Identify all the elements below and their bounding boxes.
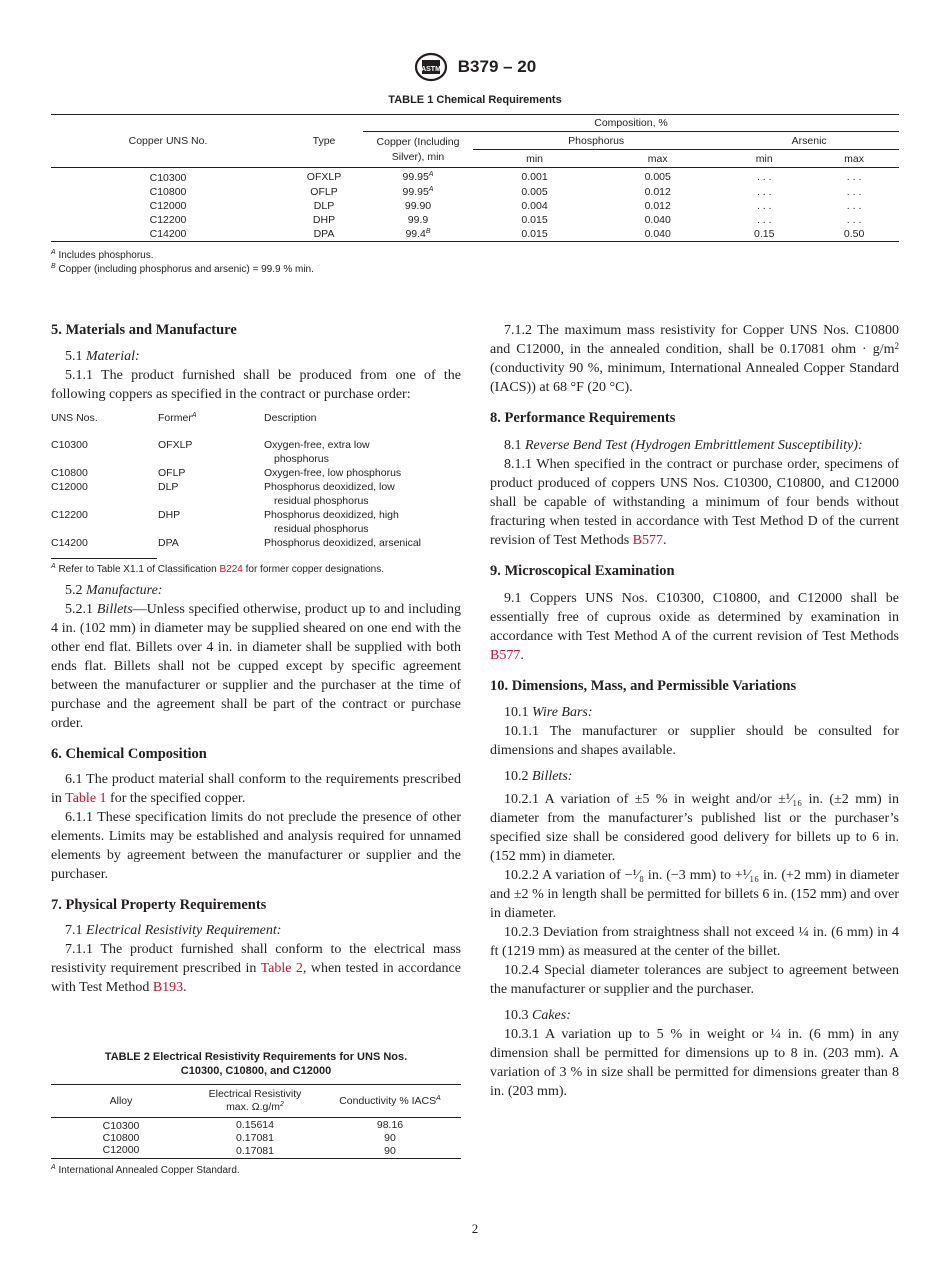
material-table: UNS Nos. Former$^A$ Description C10300 OFXLP Oxygen-free, extra low phosphorus C10800 OFLP Oxygen-free, low phosphorus C12000 DLP Phosphorus deoxidized, low residual phosphorus C12200 DHP Phosphorus deoxidized, high residual phosphorus C14200 DPA Phosphorus deoxidized, arsenical (51, 411, 451, 550)
table2-footnote: $^A$ International Annealed Copper Standard. (51, 1164, 240, 1176)
right-column: 7.1.2 The maximum mass resistivity for Copper UNS Nos. C10800 and C12000, in the annealed condition, shall be 0.17081 ohm · $g/m^2$ (conductivity 90 %, minimum, International Annealed Copper Standard (IACS)) at 68 °F (20 °C). 8. Performance Requirements 8.1 Reverse Bend Test (Hydrogen Embrittlement Susceptibility): 8.1.1 When specified in the contract or purchase order, specimens of product produced of coppers UNS Nos. C10300, C10800, and C12000 shall be capable of withstanding a minimum of four bends without fracturing when tested in accordance with Test Method D of the current revision of Test Methods B577. 9. Microscopical Examination 9.1 Coppers UNS Nos. C10300, C10800, and C12000 shall be essentially free of cuprous oxide as determined by examination in accordance with Test Method A of the current revision of Test Methods B577. 10. Dimensions, Mass, and Permissible Variations 10.1 Wire Bars: 10.1.1 The manufacturer or supplier should be consulted for dimensions and shapes available. 10.2 Billets: 10.2.1 A variation of ±5 % in weight and/or ±¹⁄₁₆ in. (±2 mm) in diameter from the manufacturer’s published list or the purchaser’s specified size shall be considered good delivery for billets up to 6 in. (152 mm) in diameter. 10.2.2 A variation of −¹⁄₈ in. (−3 mm) to +¹⁄₁₆ in. (+2 mm) in diameter and ±2 % in length shall be permitted for billets 6 in. (152 mm) and over in diameter. 10.2.3 Deviation from straightness shall not exceed ¼ in. (6 mm) in 4 ft (1219 mm) as measured at the center of the billet. 10.2.4 Special diameter tolerances are subject to agreement between the manufacturer or supplier and the purchaser. 10.3 Cakes: 10.3.1 A variation up to 5 % in weight or ¼ in. (6 mm) in any dimension shall be permitted for dimensions up to 8 in. (203 mm). A variation of 3 % in size shall be permitted for dimensions greater than 8 in. (203 mm). (490, 323, 899, 1099)
table1-footnotes: $^A$ Includes phosphorus. $^B$ Copper (including phosphorus and arsenic) = 99.9 % min. (51, 249, 314, 275)
page-header (0, 52, 950, 82)
material-footnote: $^A$ Refer to Table X1.1 of Classification B224 for former copper designations. (51, 563, 385, 575)
table-row: C14200 DPA $99.4^B$ 0.015 0.040 0.15 0.50 (51, 227, 899, 242)
document-designation: B379 – 20 (457, 57, 537, 76)
table-row: C12000 0.17081 90 (51, 1144, 461, 1159)
table-row: C14200 DPA Phosphorus deoxidized, arsenical (51, 537, 422, 549)
table-row: C10300 OFXLP $99.95^A$ 0.001 0.005 . . . . . . (149, 170, 862, 184)
b577-link[interactable]: B577 (490, 648, 521, 663)
b193-link[interactable]: B193 (152, 980, 184, 995)
section-title: 10. Dimensions, Mass, and Permissible Variations (490, 678, 797, 694)
section-title: 8. Performance Requirements (490, 410, 676, 426)
section-title: 6. Chemical Composition (51, 746, 207, 762)
section-title: 9. Microscopical Examination (490, 563, 675, 579)
footnote-rule (51, 558, 157, 559)
b224-link[interactable]: B224 (219, 564, 243, 575)
table-row: C12200 DHP 99.9 0.015 0.040 . . . . . . (149, 214, 862, 226)
b577-link[interactable]: B577 (632, 533, 663, 548)
section-title: 5. Materials and Manufacture (51, 322, 237, 338)
table1-caption: TABLE 1 Chemical Requirements (388, 94, 562, 106)
table-row: C10800 0.17081 90 (102, 1132, 396, 1144)
table-row: C10800 OFLP Oxygen-free, low phosphorus (51, 467, 402, 479)
svg-text:ASTM: ASTM (420, 66, 441, 73)
table2-resistivity: Alloy Electrical Resistivity max. $\Omega.g/m^2$ Conductivity % $IACS^A$ C10300 0.15614 98.16 C10800 0.17081 90 C12000 0.17081 90 (51, 1084, 461, 1159)
page-number: 2 (471, 1221, 479, 1236)
table-row: C10800 OFLP $99.95^A$ 0.005 0.012 . . . . . . (149, 186, 862, 198)
table-row: C12200 DHP Phosphorus deoxidized, high residual phosphorus (51, 509, 399, 535)
table2-caption: TABLE 2 Electrical Resistivity Requirements for UNS Nos. C10300, C10800, and C12000 (104, 1051, 408, 1077)
table-row: C12000 DLP 99.90 0.004 0.012 . . . . . . (149, 200, 862, 212)
table-row: C12000 DLP Phosphorus deoxidized, low residual phosphorus (51, 481, 395, 507)
table-row: C10300 OFXLP Oxygen-free, extra low phosphorus (51, 439, 370, 465)
section-title: 7. Physical Property Requirements (51, 897, 267, 913)
table1-link[interactable]: Table 1 (65, 791, 107, 806)
astm-logo-icon (414, 52, 448, 82)
table-row: C10300 0.15614 98.16 (102, 1119, 404, 1132)
table2-link[interactable]: Table 2 (260, 961, 303, 976)
left-column: 5. Materials and Manufacture 5.1 Material: 5.1.1 The product furnished shall be produced from one of the following coppers as specified in the contract or purchase order: UNS Nos. Former$^A$ Description C10300 OFXLP Oxygen-free, extra low phosphorus C10800 OFLP Oxygen-free, low phosphorus C12000 DLP Phosphorus deoxidized, low residual phosphorus C12200 DHP Phosphorus deoxidized, high residual phosphorus C14200 DPA Phosphorus deoxidized, arsenical $^A$ Refer to Table X1.1 of Classification B224 for former copper designations. 5.2 Manufacture: 5.2.1 Billets—Unless specified otherwise, product up to and including 4 in. (102 mm) in diameter may be supplied sheared on one end with the other end flat. Billets over 4 in. in diameter shall be supplied with both ends flat. Billets shall not be cupped except by specific agreement between the manufacturer or supplier and the purchaser at the time of purchase and the agreement shall be part of the contract or purchase order. 6. Chemical Composition 6.1 The product material shall conform to the requirements prescribed in Table 1 for the specified copper. 6.1.1 These specification limits do not preclude the presence of other elements. Limits may be established and analysis required for unnamed elements by agreement between the manufacturer or supplier and the purchaser. 7. Physical Property Requirements 7.1 Electrical Resistivity Requirement: 7.1.1 The product furnished shall conform to the electrical mass resistivity requirement prescribed in Table 2, when tested in accordance with Test Method B193. (51, 322, 462, 995)
table1-chemical-requirements: Copper UNS No. Type Composition, % Copper (Including Silver), min Phosphorus Arsenic min max min max C10300 OFXLP $99.95^A$ 0.001 0.005 . . . . . . C10800 OFLP $99.95^A$ 0.005 0.012 . . . . . . C12000 DLP 99.90 0.004 0.012 . . . . . . C12200 DHP 99.9 0.015 0.040 . . . . . . C14200 DPA $99.4^B$ 0.015 0.040 0.15 0.50 (51, 114, 899, 242)
